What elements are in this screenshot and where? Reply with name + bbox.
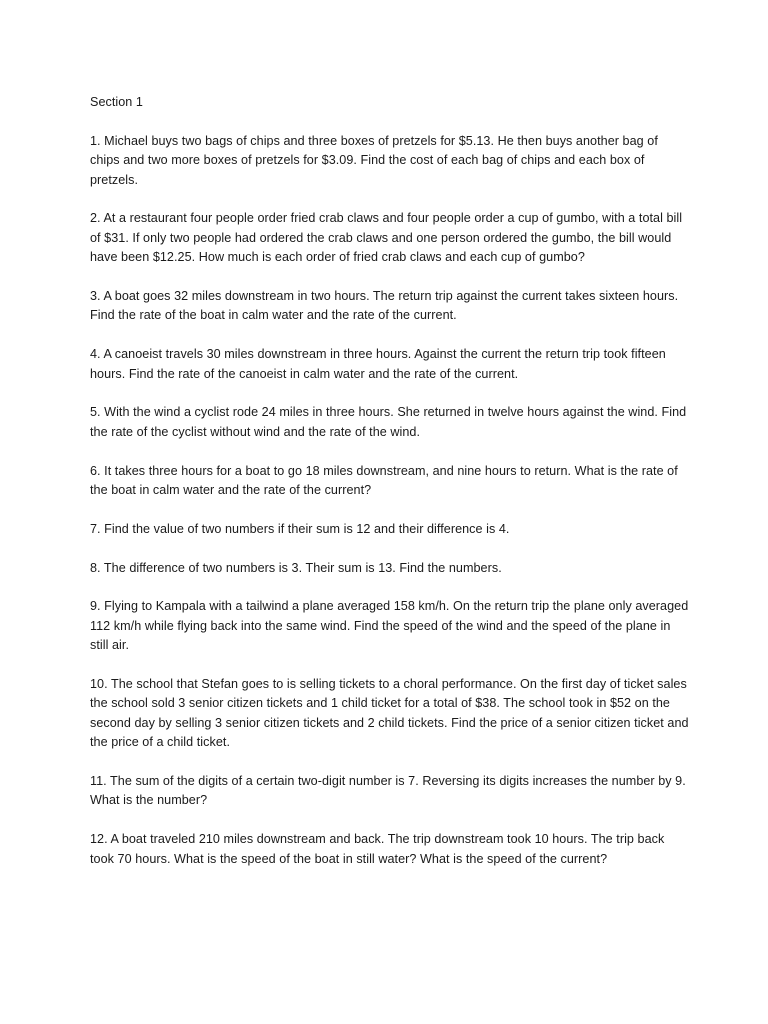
- problem-5: 5. With the wind a cyclist rode 24 miles in three hours. She returned in twelve hours against the wind. Find the rate of the cyclist without wind and the rate of the wind.: [90, 405, 687, 439]
- problem-7: 7. Find the value of two numbers if their sum is 12 and their difference is 4.: [90, 521, 510, 536]
- problem-4: 4. A canoeist travels 30 miles downstream in three hours. Against the current the return trip took fifteen hours. Find the rate of the canoeist in calm water and the rate of the current.: [90, 347, 666, 381]
- document-content: [90, 93, 690, 888]
- problem-9: 9. Flying to Kampala with a tailwind a plane averaged 158 km/h. On the return trip the plane only averaged 112 km/h while flying back into the same wind. Find the speed of the wind and the speed of the plane in still air.: [90, 599, 689, 653]
- problem-8: 8. The difference of two numbers is 3. Their sum is 13. Find the numbers.: [90, 560, 502, 575]
- problem-6: 6. It takes three hours for a boat to go 18 miles downstream, and nine hours to return. What is the rate of the boat in calm water and the rate of the current?: [90, 463, 678, 498]
- problem-3: 3. A boat goes 32 miles downstream in two hours. The return trip against the current takes sixteen hours. Find the rate of the boat in calm water and the rate of the current.: [90, 289, 679, 323]
- problem-12: 12. A boat traveled 210 miles downstream and back. The trip downstream took 10 hours. The trip back took 70 hours. What is the speed of the boat in still water? What is the speed of the current?: [90, 832, 665, 866]
- problem-1: 1. Michael buys two bags of chips and three boxes of pretzels for $5.13. He then buys another bag of chips and two more boxes of pretzels for $3.09. Find the cost of each bag of chips and each box of pretzels.: [90, 133, 658, 187]
- problem-2: 2. At a restaurant four people order fried crab claws and four people order a cup of gumbo, with a total bill of $31. If only two people had ordered the crab claws and one person ordered the gumbo, the bill would have been $12.25. How much is each order of fried crab claws and each cup of gumbo?: [90, 211, 683, 265]
- problem-11: 11. The sum of the digits of a certain two-digit number is 7. Reversing its digits increases the number by 9. What is the number?: [90, 774, 686, 808]
- problem-10: 10. The school that Stefan goes to is selling tickets to a choral performance. On the first day of ticket sales the school sold 3 senior citizen tickets and 1 child ticket for a total of $38. The school took in $52 on the second day by selling 3 senior citizen tickets and 2 child tickets. Find the price of a senior citizen ticket and the price of a child ticket.: [90, 677, 689, 750]
- section-title: Section 1: [90, 95, 143, 109]
